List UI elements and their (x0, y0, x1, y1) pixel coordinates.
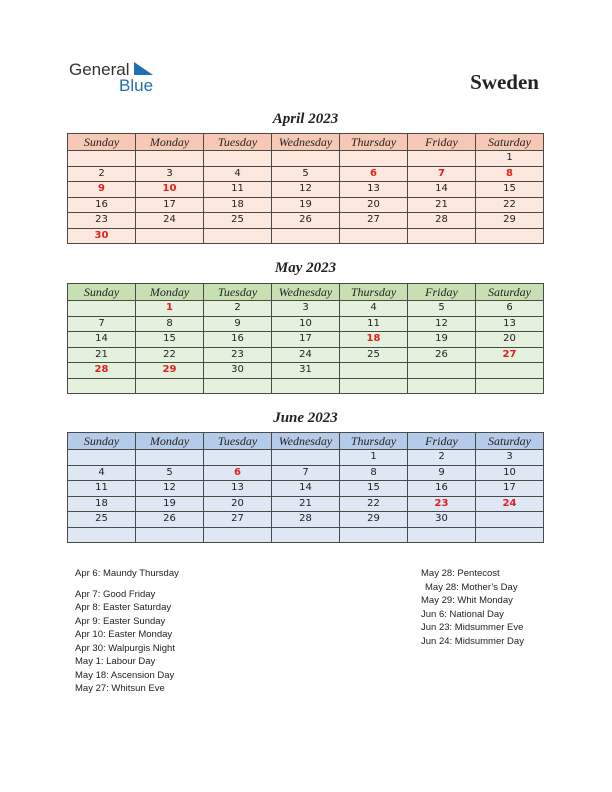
day-cell: 14 (68, 332, 136, 348)
week-row (68, 527, 544, 543)
day-cell: 23 (204, 347, 272, 363)
day-cell: 27 (340, 213, 408, 229)
empty-day-cell (68, 151, 136, 167)
holiday-note: Apr 8: Easter Saturday (75, 602, 172, 613)
weekday-header: Wednesday (272, 134, 340, 151)
holiday-note: Jun 23: Midsummer Eve (421, 622, 524, 633)
holiday-note: Jun 6: National Day (421, 608, 504, 620)
week-row (68, 166, 544, 182)
day-cell: 31 (272, 363, 340, 379)
week-row (68, 182, 544, 198)
month-calendar-table (67, 283, 544, 394)
day-cell: 15 (476, 182, 544, 198)
empty-day-cell (408, 363, 476, 379)
empty-day-cell (68, 527, 136, 543)
day-cell: 13 (204, 481, 272, 497)
weekday-header: Tuesday (204, 284, 272, 301)
day-cell: 12 (408, 316, 476, 332)
weekday-header-row (68, 134, 544, 151)
month-title: June 2023 (273, 410, 338, 426)
country-title: Sweden (470, 70, 539, 94)
week-row (68, 450, 544, 466)
day-cell: 16 (408, 481, 476, 497)
day-cell: 15 (340, 481, 408, 497)
day-cell: 28 (408, 213, 476, 229)
day-cell: 15 (136, 332, 204, 348)
day-cell: 21 (408, 197, 476, 213)
day-cell: 4 (68, 465, 136, 481)
logo-triangle-icon (134, 62, 154, 76)
empty-day-cell (408, 378, 476, 394)
day-cell: 3 (272, 301, 340, 317)
empty-day-cell (68, 450, 136, 466)
day-cell: 4 (204, 166, 272, 182)
logo-word-blue: Blue (119, 76, 154, 95)
day-cell: 17 (136, 197, 204, 213)
empty-day-cell (136, 450, 204, 466)
weekday-header: Friday (408, 134, 476, 151)
day-cell: 20 (476, 332, 544, 348)
day-cell: 13 (340, 182, 408, 198)
empty-day-cell (204, 378, 272, 394)
day-cell: 6 (476, 301, 544, 317)
day-cell: 12 (272, 182, 340, 198)
weekday-header: Saturday (476, 284, 544, 301)
weekday-header: Friday (408, 284, 476, 301)
holiday-note: May 28: Pentecost (421, 568, 500, 579)
day-cell: 20 (204, 496, 272, 512)
holiday-day-cell: 9 (68, 182, 136, 198)
holiday-notes-left (75, 567, 179, 694)
day-cell: 25 (204, 213, 272, 229)
week-row (68, 197, 544, 213)
day-cell: 26 (408, 347, 476, 363)
day-cell: 12 (136, 481, 204, 497)
week-row (68, 301, 544, 317)
day-cell: 10 (272, 316, 340, 332)
month-title: May 2023 (274, 260, 337, 276)
weekday-header: Thursday (340, 284, 408, 301)
holiday-note: Apr 6: Maundy Thursday (75, 568, 179, 579)
holiday-day-cell: 29 (136, 363, 204, 379)
empty-day-cell (476, 527, 544, 543)
empty-day-cell (340, 151, 408, 167)
weekday-header: Tuesday (204, 134, 272, 151)
day-cell: 28 (272, 512, 340, 528)
day-cell: 8 (136, 316, 204, 332)
holiday-note: Apr 30: Walpurgis Night (75, 642, 175, 654)
weekday-header: Sunday (68, 284, 136, 301)
weekday-header: Wednesday (272, 284, 340, 301)
empty-day-cell (340, 228, 408, 244)
weekday-header: Wednesday (272, 433, 340, 450)
weekday-header: Monday (136, 284, 204, 301)
day-cell: 21 (68, 347, 136, 363)
week-row (68, 481, 544, 497)
month-calendar-table (67, 432, 544, 543)
day-cell: 18 (204, 197, 272, 213)
day-cell: 20 (340, 197, 408, 213)
weekday-header: Monday (136, 134, 204, 151)
holiday-note: Jun 24: Midsummer Day (421, 635, 524, 647)
day-cell: 23 (68, 213, 136, 229)
holiday-note: Apr 7: Good Friday (75, 588, 156, 600)
day-cell: 10 (476, 465, 544, 481)
week-row (68, 496, 544, 512)
holiday-notes-right (421, 567, 524, 647)
month-calendar-table (67, 133, 544, 244)
weekday-header: Thursday (340, 433, 408, 450)
holiday-day-cell: 1 (136, 301, 204, 317)
day-cell: 27 (204, 512, 272, 528)
day-cell: 25 (340, 347, 408, 363)
day-cell: 8 (340, 465, 408, 481)
holiday-note-list (421, 594, 524, 647)
holiday-note: May 28: Mother’s Day (425, 581, 518, 593)
day-cell: 11 (204, 182, 272, 198)
day-cell: 17 (476, 481, 544, 497)
weekday-header: Sunday (68, 433, 136, 450)
day-cell: 14 (408, 182, 476, 198)
empty-day-cell (272, 378, 340, 394)
empty-day-cell (204, 527, 272, 543)
day-cell: 11 (340, 316, 408, 332)
weekday-header: Friday (408, 433, 476, 450)
holiday-day-cell: 23 (408, 496, 476, 512)
day-cell: 2 (68, 166, 136, 182)
weekday-header: Thursday (340, 134, 408, 151)
day-cell: 22 (476, 197, 544, 213)
empty-day-cell (68, 301, 136, 317)
empty-day-cell (136, 228, 204, 244)
empty-day-cell (272, 450, 340, 466)
week-row (68, 332, 544, 348)
holiday-day-cell: 28 (68, 363, 136, 379)
day-cell: 25 (68, 512, 136, 528)
day-cell: 22 (136, 347, 204, 363)
week-row (68, 378, 544, 394)
day-cell: 19 (136, 496, 204, 512)
empty-day-cell (408, 228, 476, 244)
week-row (68, 465, 544, 481)
week-row (68, 512, 544, 528)
week-row (68, 213, 544, 229)
empty-day-cell (340, 378, 408, 394)
day-cell: 11 (68, 481, 136, 497)
empty-day-cell (476, 363, 544, 379)
weekday-header: Saturday (476, 433, 544, 450)
weekday-header: Monday (136, 433, 204, 450)
weekday-header: Tuesday (204, 433, 272, 450)
holiday-day-cell: 24 (476, 496, 544, 512)
day-cell: 5 (408, 301, 476, 317)
day-cell: 19 (408, 332, 476, 348)
holiday-note: May 27: Whitsun Eve (75, 683, 165, 694)
empty-day-cell (476, 228, 544, 244)
day-cell: 19 (272, 197, 340, 213)
empty-day-cell (68, 378, 136, 394)
day-cell: 21 (272, 496, 340, 512)
empty-day-cell (476, 378, 544, 394)
day-cell: 1 (476, 151, 544, 167)
day-cell: 5 (272, 166, 340, 182)
day-cell: 5 (136, 465, 204, 481)
day-cell: 30 (204, 363, 272, 379)
day-cell: 3 (136, 166, 204, 182)
weekday-header-row (68, 284, 544, 301)
day-cell: 22 (340, 496, 408, 512)
holiday-note-list (75, 588, 179, 694)
empty-day-cell (272, 151, 340, 167)
holiday-note: Apr 10: Easter Monday (75, 629, 173, 640)
day-cell: 14 (272, 481, 340, 497)
month-title: April 2023 (272, 111, 339, 127)
holiday-note: Apr 9: Easter Sunday (75, 615, 166, 627)
empty-day-cell (136, 378, 204, 394)
holiday-note: May 18: Ascension Day (75, 669, 175, 681)
day-cell: 26 (272, 213, 340, 229)
weekday-header-row (68, 433, 544, 450)
empty-day-cell (408, 151, 476, 167)
holiday-note: May 29: Whit Monday (421, 595, 513, 606)
week-row (68, 151, 544, 167)
week-row (68, 347, 544, 363)
week-row (68, 363, 544, 379)
empty-day-cell (272, 228, 340, 244)
holiday-day-cell: 6 (204, 465, 272, 481)
empty-day-cell (476, 512, 544, 528)
day-cell: 2 (408, 450, 476, 466)
week-row (68, 316, 544, 332)
holiday-day-cell: 6 (340, 166, 408, 182)
empty-day-cell (272, 527, 340, 543)
day-cell: 7 (272, 465, 340, 481)
week-row (68, 228, 544, 244)
day-cell: 9 (408, 465, 476, 481)
day-cell: 9 (204, 316, 272, 332)
empty-day-cell (204, 228, 272, 244)
day-cell: 26 (136, 512, 204, 528)
day-cell: 29 (476, 213, 544, 229)
empty-day-cell (136, 527, 204, 543)
day-cell: 1 (340, 450, 408, 466)
holiday-day-cell: 27 (476, 347, 544, 363)
weekday-header: Sunday (68, 134, 136, 151)
general-blue-logo (69, 60, 169, 96)
day-cell: 16 (204, 332, 272, 348)
empty-day-cell (340, 363, 408, 379)
day-cell: 29 (340, 512, 408, 528)
holiday-day-cell: 8 (476, 166, 544, 182)
logo-word-general: General (69, 60, 130, 79)
holiday-day-cell: 18 (340, 332, 408, 348)
day-cell: 24 (136, 213, 204, 229)
empty-day-cell (340, 527, 408, 543)
day-cell: 18 (68, 496, 136, 512)
day-cell: 2 (204, 301, 272, 317)
day-cell: 3 (476, 450, 544, 466)
day-cell: 30 (408, 512, 476, 528)
holiday-day-cell: 7 (408, 166, 476, 182)
weekday-header: Saturday (476, 134, 544, 151)
holiday-note: May 1: Labour Day (75, 656, 156, 667)
day-cell: 17 (272, 332, 340, 348)
day-cell: 4 (340, 301, 408, 317)
day-cell: 13 (476, 316, 544, 332)
holiday-day-cell: 10 (136, 182, 204, 198)
empty-day-cell (136, 151, 204, 167)
day-cell: 16 (68, 197, 136, 213)
holiday-day-cell: 30 (68, 228, 136, 244)
day-cell: 24 (272, 347, 340, 363)
empty-day-cell (408, 527, 476, 543)
empty-day-cell (204, 151, 272, 167)
day-cell: 7 (68, 316, 136, 332)
empty-day-cell (204, 450, 272, 466)
